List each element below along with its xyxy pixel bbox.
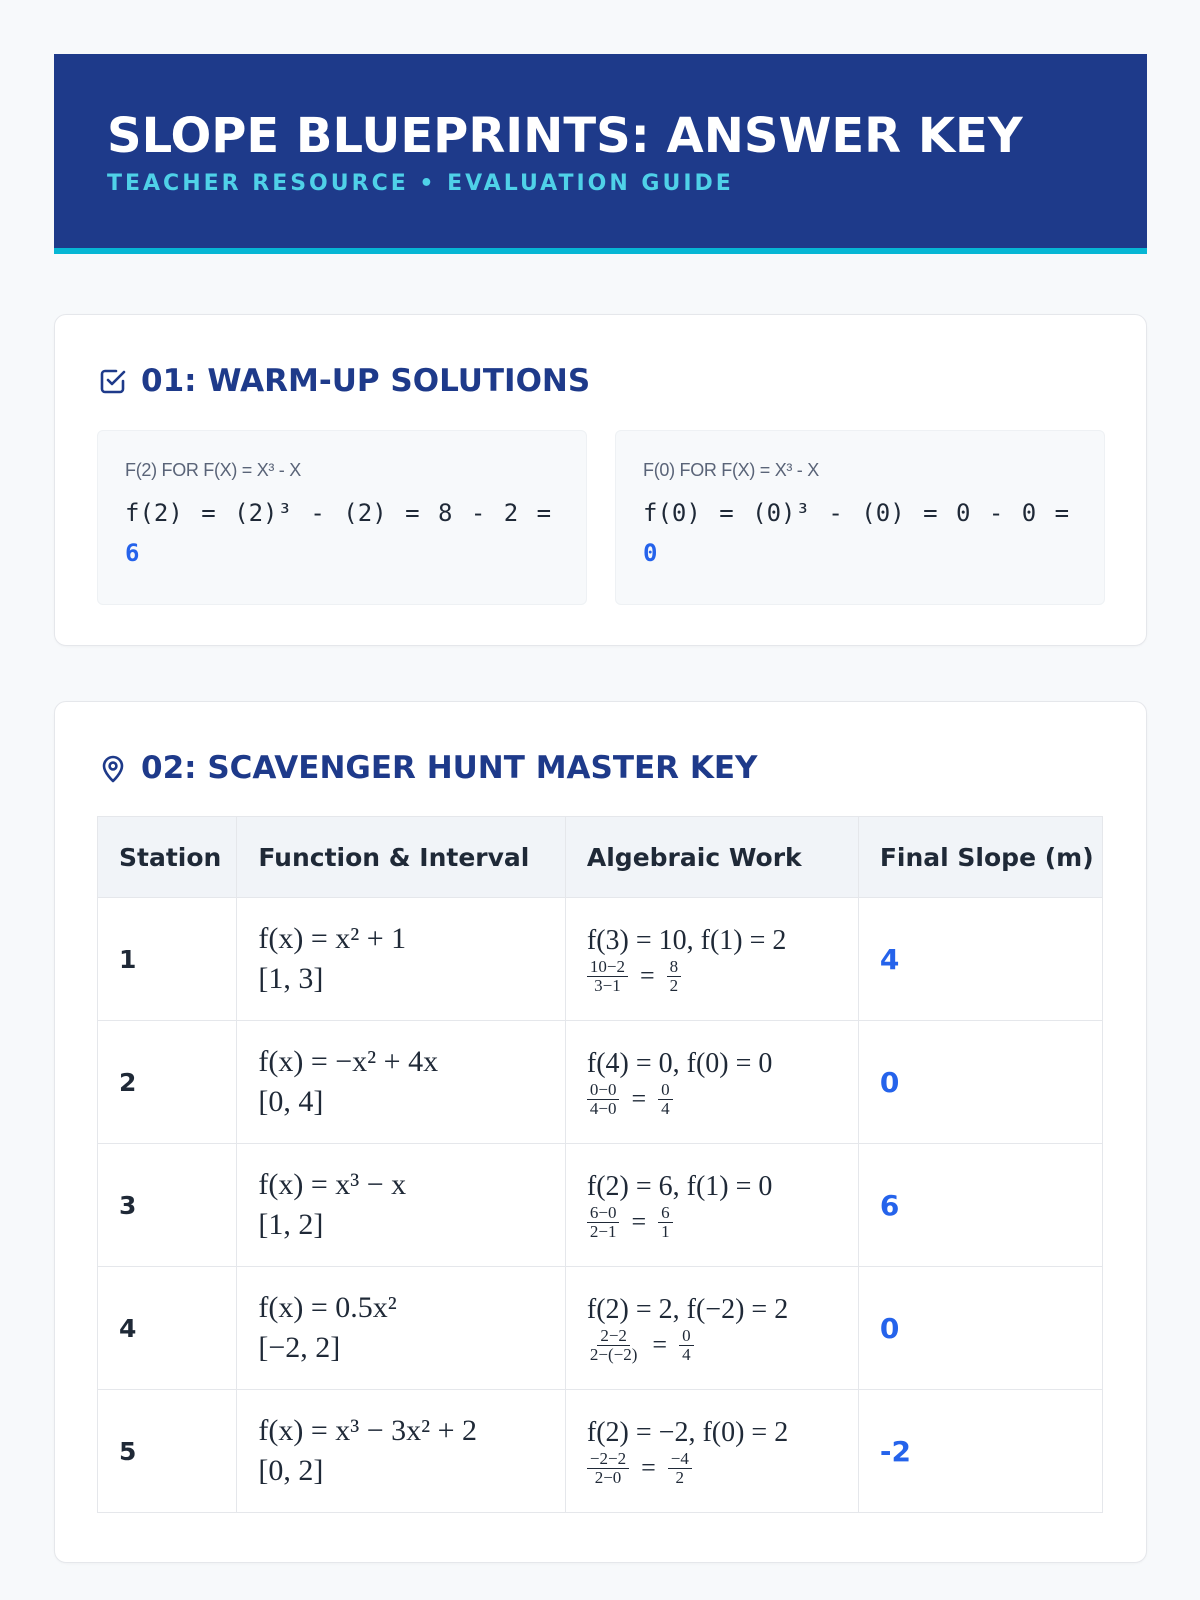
fraction (587, 1450, 629, 1487)
final-slope: 0 (879, 1065, 900, 1099)
evaluations: f(4) = 0, f(0) = 0 (586, 1047, 773, 1079)
slope-cell (858, 1267, 1102, 1390)
fraction (587, 958, 628, 995)
station-number: 4 (119, 1313, 137, 1343)
table-row (98, 1267, 1103, 1390)
final-slope: 6 (879, 1188, 900, 1222)
numerator: 10−2 (587, 958, 628, 977)
warmup-label: F(0) FOR F(X) = X³ - X (643, 460, 819, 480)
slope-cell (858, 1390, 1102, 1513)
numerator: 0 (658, 1081, 673, 1100)
station-number: 2 (119, 1067, 137, 1097)
function-expression: f(x) = −x² + 4x (258, 1045, 439, 1078)
warmup-work-text: f(0) = (0)³ - (0) = 0 - 0 = (643, 499, 1070, 527)
master-key-table (97, 816, 1103, 1513)
equals-sign: = (641, 1453, 656, 1482)
station-number: 5 (119, 1436, 137, 1466)
interval: [0, 2] (258, 1454, 324, 1487)
interval: [−2, 2] (258, 1331, 341, 1364)
column-header-slope: Final Slope (m) (858, 817, 1102, 898)
function-cell (237, 898, 566, 1021)
final-slope: -2 (879, 1434, 911, 1468)
numerator: 6 (658, 1204, 673, 1223)
fraction (587, 1327, 641, 1364)
scavenger-hunt-section (54, 701, 1147, 1563)
checkbox-icon (97, 365, 129, 397)
warmup-work (125, 493, 565, 573)
table-row (98, 1144, 1103, 1267)
evaluations: f(2) = 6, f(1) = 0 (586, 1170, 773, 1202)
fraction (658, 1204, 673, 1241)
table-row (98, 898, 1103, 1021)
difference-quotient (587, 1081, 858, 1118)
station-cell (98, 1267, 237, 1390)
numerator: 0 (679, 1327, 694, 1346)
evaluations: f(2) = −2, f(0) = 2 (586, 1416, 789, 1448)
difference-quotient (587, 958, 858, 995)
column-header-function: Function & Interval (237, 817, 566, 898)
station-cell (98, 898, 237, 1021)
work-cell (565, 1144, 858, 1267)
station-number: 1 (119, 944, 137, 974)
warmup-title: 01: WARM-UP SOLUTIONS (141, 363, 591, 399)
hunt-title: 02: SCAVENGER HUNT MASTER KEY (141, 750, 758, 786)
work-cell (565, 1267, 858, 1390)
denominator: 4 (661, 1098, 670, 1118)
warmup-problem (615, 430, 1105, 605)
difference-quotient (587, 1450, 858, 1487)
equals-sign: = (631, 1084, 647, 1113)
fraction (667, 958, 682, 995)
page-title: SLOPE BLUEPRINTS: ANSWER KEY (107, 108, 1023, 164)
numerator: 6−0 (587, 1204, 620, 1223)
denominator: 2 (675, 1467, 685, 1487)
function-expression: f(x) = 0.5x² (258, 1291, 397, 1324)
warmup-answer: 6 (125, 539, 140, 567)
fraction (587, 1204, 620, 1241)
hunt-heading (97, 748, 758, 788)
function-expression: f(x) = x³ − 3x² + 2 (258, 1414, 478, 1447)
numerator: 2−2 (597, 1327, 630, 1346)
fraction (679, 1327, 694, 1364)
final-slope: 4 (879, 942, 900, 976)
station-cell (98, 1390, 237, 1513)
denominator: 4−0 (589, 1098, 617, 1118)
function-expression: f(x) = x² + 1 (258, 922, 407, 955)
numerator: −4 (668, 1450, 692, 1469)
denominator: 2 (669, 975, 679, 995)
slope-cell (858, 1021, 1102, 1144)
fraction (668, 1450, 692, 1487)
work-cell (565, 898, 858, 1021)
function-cell (237, 1390, 566, 1513)
difference-quotient (587, 1327, 858, 1364)
station-cell (98, 1021, 237, 1144)
denominator: 1 (661, 1221, 670, 1241)
interval: [1, 3] (258, 962, 324, 995)
column-header-work: Algebraic Work (565, 817, 858, 898)
warmup-section (54, 314, 1147, 646)
equals-sign: = (639, 961, 655, 990)
numerator: −2−2 (587, 1450, 629, 1469)
function-cell (237, 1144, 566, 1267)
warmup-answer: 0 (643, 539, 658, 567)
numerator: 8 (667, 958, 682, 977)
work-cell (565, 1390, 858, 1513)
difference-quotient (587, 1204, 858, 1241)
function-expression: f(x) = x³ − x (258, 1168, 407, 1201)
slope-cell (858, 898, 1102, 1021)
slope-cell (858, 1144, 1102, 1267)
table-row (98, 1021, 1103, 1144)
equals-sign: = (631, 1207, 647, 1236)
denominator: 4 (682, 1344, 691, 1364)
evaluations: f(3) = 10, f(1) = 2 (586, 924, 787, 956)
fraction (587, 1081, 620, 1118)
denominator: 2−0 (594, 1467, 622, 1487)
denominator: 2−1 (589, 1221, 617, 1241)
work-cell (565, 1021, 858, 1144)
column-header-station: Station (98, 817, 237, 898)
table-header-row (98, 817, 1103, 898)
warmup-work (643, 493, 1083, 573)
function-cell (237, 1267, 566, 1390)
map-pin-icon (97, 752, 129, 784)
station-number: 3 (119, 1190, 137, 1220)
warmup-heading (97, 361, 590, 401)
denominator: 3−1 (594, 975, 621, 995)
equals-sign: = (652, 1330, 668, 1359)
function-cell (237, 1021, 566, 1144)
warmup-problem (97, 430, 587, 605)
warmup-work-text: f(2) = (2)³ - (2) = 8 - 2 = (125, 499, 552, 527)
denominator: 2−(−2) (589, 1344, 638, 1364)
numerator: 0−0 (587, 1081, 620, 1100)
fraction (658, 1081, 673, 1118)
warmup-label: F(2) FOR F(X) = X³ - X (125, 460, 301, 480)
station-cell (98, 1144, 237, 1267)
table-row (98, 1390, 1103, 1513)
page-subtitle: TEACHER RESOURCE • EVALUATION GUIDE (107, 171, 734, 196)
interval: [1, 2] (258, 1208, 324, 1241)
interval: [0, 4] (258, 1085, 324, 1118)
final-slope: 0 (879, 1311, 900, 1345)
page-header (54, 54, 1147, 254)
evaluations: f(2) = 2, f(−2) = 2 (586, 1293, 789, 1325)
